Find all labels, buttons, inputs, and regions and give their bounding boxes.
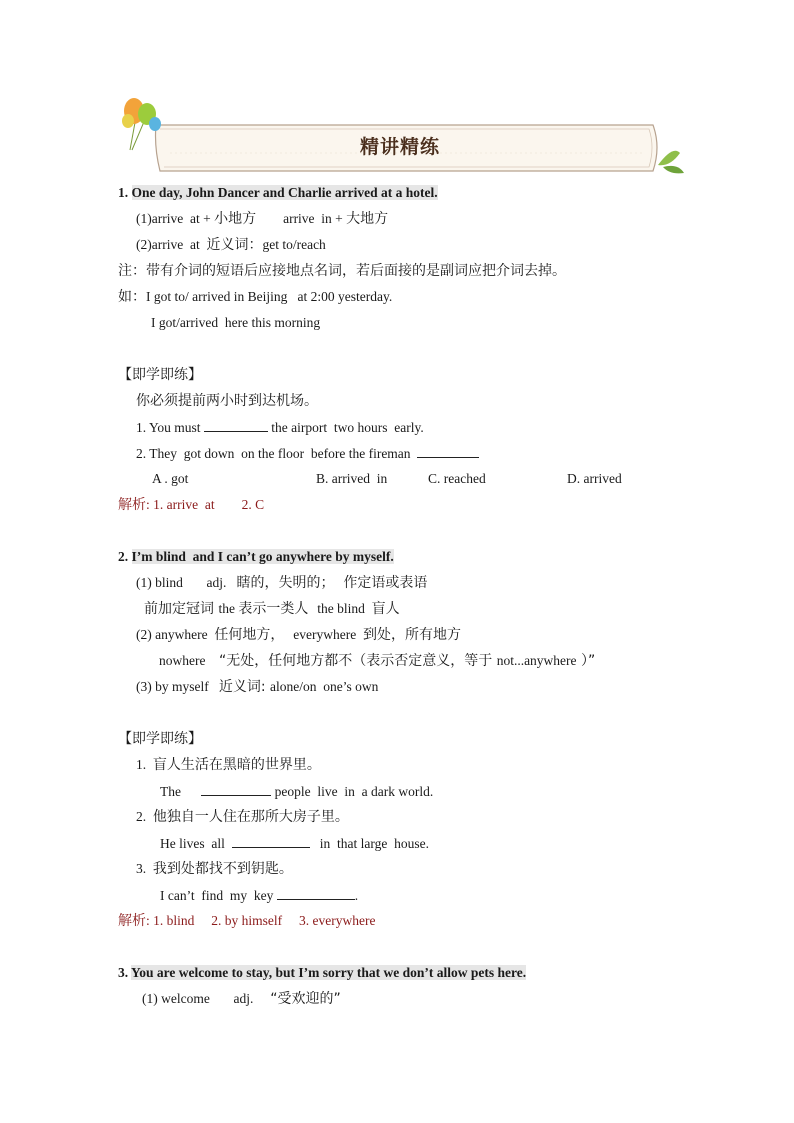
practice-1-title: 【即学即练】 xyxy=(118,367,202,383)
practice-1-answer: 解析: 1. arrive at 2. C xyxy=(118,497,265,513)
answer-blank[interactable] xyxy=(204,418,268,432)
s1-example-2: I got/arrived here this morning xyxy=(151,315,321,330)
practice-2-q2: He lives all in that large house. xyxy=(160,836,429,851)
section-2-heading: 2. I’m blind and I can’t go anywhere by myself. xyxy=(118,549,394,564)
practice-2-q3: I can’t find my key . xyxy=(160,888,359,903)
s3-point-1: (1) welcome adj. “受欢迎的” xyxy=(142,991,341,1007)
s2-point-1: (1) blind adj. 瞎的，失明的； 作定语或表语 xyxy=(136,575,428,591)
leaf-icon xyxy=(658,151,684,174)
s1-note: 注：带有介词的短语后应接地点名词，若后面接的是副词应把介词去掉。 xyxy=(118,263,566,279)
practice-1-q2: 2. They got down on the floor before the fireman xyxy=(136,444,479,463)
s1-point-1: (1)arrive at + 小地方 arrive in + 大地方 xyxy=(136,211,389,227)
banner-title: 精讲精练 xyxy=(359,136,440,158)
s1-point-2: (2)arrive at 近义词：get to/reach xyxy=(136,237,326,253)
practice-2-title: 【即学即练】 xyxy=(118,731,202,747)
answer-blank[interactable] xyxy=(201,782,271,796)
practice-2-item-1: 1. 盲人生活在黑暗的世界里。 xyxy=(136,757,321,773)
s2-point-2b: nowhere “无处，任何地方都不（表示否定意义，等于 not...anywhere ）” xyxy=(159,653,596,669)
practice-1-prompt: 你必须提前两小时到达机场。 xyxy=(136,393,318,409)
answer-blank[interactable] xyxy=(232,834,310,848)
option-d: D. arrived xyxy=(567,471,622,486)
practice-1-q1: 1. You must the airport two hours early. xyxy=(136,420,424,435)
practice-2-item-3: 3. 我到处都找不到钥匙。 xyxy=(136,861,293,877)
practice-2-item-2: 2. 他独自一人住在那所大房子里。 xyxy=(136,809,349,825)
section-1-heading: 1. One day, John Dancer and Charlie arrived at a hotel. xyxy=(118,185,438,200)
option-a: A . got xyxy=(152,471,189,486)
option-c: C. reached xyxy=(428,471,486,486)
section-3-heading: 3. You are welcome to stay, but I’m sorry that we don’t allow pets here. xyxy=(118,965,527,980)
s2-point-2: (2) anywhere 任何地方， everywhere 到处，所有地方 xyxy=(136,627,461,643)
s2-point-3: (3) by myself 近义词: alone/on one’s own xyxy=(136,679,379,695)
answer-blank[interactable] xyxy=(417,444,479,458)
option-b: B. arrived in xyxy=(316,471,388,486)
s2-point-1b: 前加定冠词 the 表示一类人 the blind 盲人 xyxy=(144,601,400,617)
s1-example-1: 如：I got to/ arrived in Beijing at 2:00 yesterday. xyxy=(118,289,393,305)
practice-2-q1: The people live in a dark world. xyxy=(160,784,434,799)
answer-blank[interactable] xyxy=(277,886,355,900)
practice-2-answer: 解析: 1. blind 2. by himself 3. everywhere xyxy=(118,913,376,929)
